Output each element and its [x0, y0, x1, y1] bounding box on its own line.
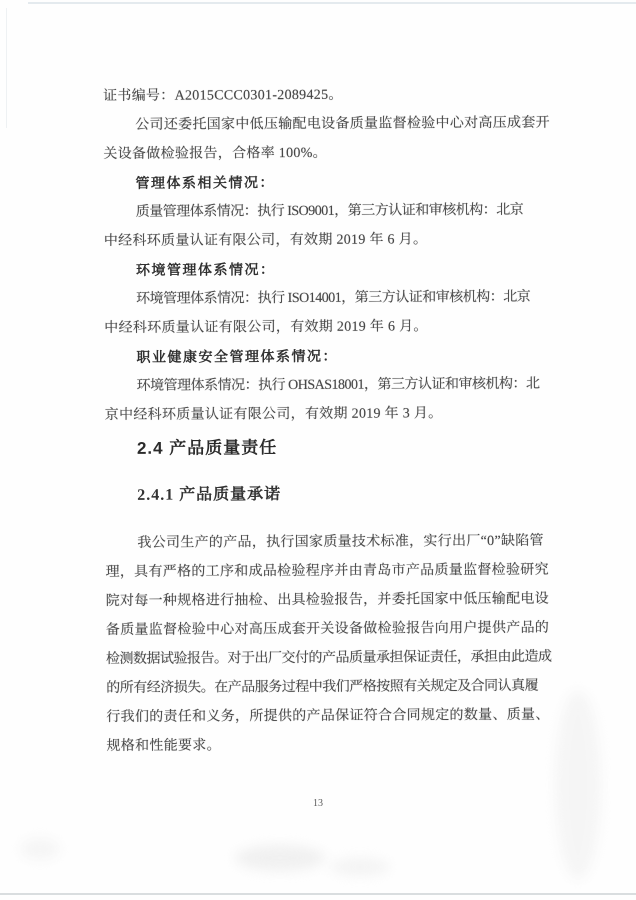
- quality-promise-paragraph: [105, 527, 558, 761]
- section-heading-2-4: 2.4 产品质量责任: [136, 438, 278, 458]
- page-number: 13: [313, 798, 323, 809]
- environment-system-line-2: 中经科环质量认证有限公司，有效期 2019 年 6 月。: [104, 319, 428, 336]
- section-heading-2-4-1: 2.4.1 产品质量承诺: [137, 486, 282, 504]
- scan-edge-bottom: [0, 893, 636, 895]
- promise-line-1: 我公司生产的产品，执行国家质量技术标准，实行出厂“0”缺陷管: [137, 533, 544, 551]
- scan-smudge: [555, 690, 601, 880]
- promise-line-6: 的所有经济损失。在产品服务过程中我们严格按照有关规定及合同认真履: [106, 678, 539, 696]
- environment-system-header: 环境管理体系情况：: [135, 261, 276, 278]
- scan-smudge: [330, 858, 390, 876]
- commission-paragraph-line-1: 公司还委托国家中低压输配电设备质量监督检验中心对高压成套开: [135, 115, 550, 133]
- promise-line-4: 备质量监督检验中心对高压成套开关设备做检验报告向用户提供产品的: [105, 620, 550, 638]
- management-system-header: 管理体系相关情况：: [135, 174, 276, 191]
- commission-paragraph-line-2: 关设备做检验报告，合格率 100%。: [103, 145, 327, 162]
- document-body: [103, 80, 559, 761]
- scan-edge-top: [28, 2, 636, 4]
- promise-line-7: 行我们的责任和义务，所提供的产品保证符合合同规定的数量、质量、: [106, 707, 550, 725]
- promise-line-8: 规格和性能要求。: [106, 738, 221, 754]
- scan-edge-left: [6, 8, 7, 128]
- occupational-health-header: 职业健康安全管理体系情况：: [136, 347, 338, 365]
- promise-line-3: 院对每一种规格进行抽检、出具检验报告，并委托国家中低压输配电设: [105, 591, 550, 609]
- quality-system-line-1: 质量管理体系情况：执行 ISO9001，第三方认证和审核机构：北京: [135, 202, 524, 220]
- scan-smudge: [20, 838, 60, 860]
- promise-line-5: 检测数据试验报告。对于出厂交付的产品质量承担保证责任，承担由此造成: [105, 649, 552, 667]
- scan-smudge: [235, 845, 325, 871]
- occupational-health-line-2: 京中经科环质量认证有限公司，有效期 2019 年 3 月。: [104, 406, 443, 423]
- quality-system-line-2: 中经科环质量认证有限公司，有效期 2019 年 6 月。: [103, 232, 428, 249]
- environment-system-line-1: 环境管理体系情况：执行 ISO14001，第三方认证和审核机构：北京: [136, 289, 531, 307]
- certificate-number-line: 证书编号：A2015CCC0301-2089425。: [103, 87, 343, 104]
- occupational-health-line-1: 环境管理体系情况：执行 OHSAS18001，第三方认证和审核机构：北: [136, 376, 540, 394]
- promise-line-2: 理，具有严格的工序和成品检验程序并由青岛市产品质量监督检验研究: [105, 562, 549, 580]
